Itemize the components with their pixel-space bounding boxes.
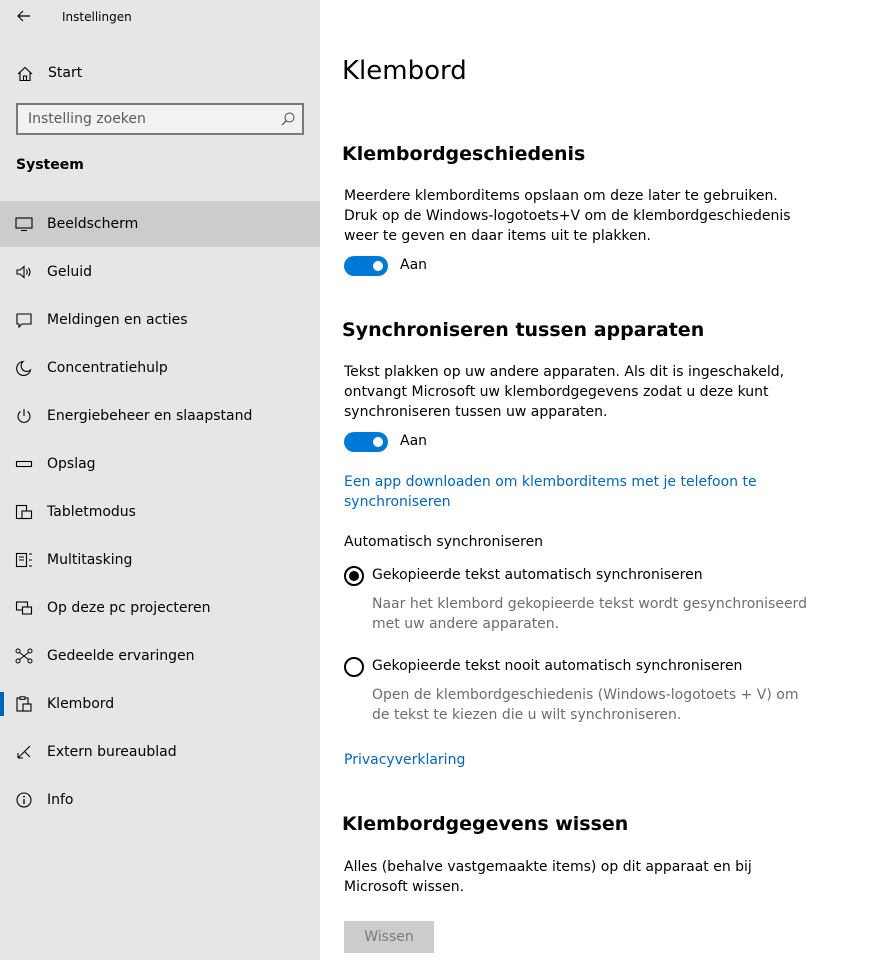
section-title-sync: Synchroniseren tussen apparaten xyxy=(342,319,705,341)
sync-description: Tekst plakken op uw andere apparaten. Als dit is ingeschakeld, ontvangt Microsoft uw klembordgegevens zodat u deze kunt synchroniseren tussen uw apparaten. xyxy=(344,364,785,420)
sidebar-item-label: Meldingen en acties xyxy=(47,312,188,328)
sidebar-item-gedeelde-ervaringen[interactable] xyxy=(0,633,320,679)
sidebar-item-energiebeheer[interactable] xyxy=(0,393,320,439)
radio-description: Open de klembordgeschiedenis (Windows-logotoets + V) om de tekst te kiezen die u wilt synchroniseren. xyxy=(372,687,799,723)
remote-desktop-icon xyxy=(15,744,33,760)
sidebar-item-label: Info xyxy=(47,792,74,808)
moon-icon xyxy=(15,360,33,376)
active-marker xyxy=(0,692,4,716)
history-description: Meerdere klemborditems opslaan om deze later te gebruiken. Druk op de Windows-logotoets+V om de klembordgeschiedenis weer te geven en daar items uit te plakken. xyxy=(344,188,791,244)
toggle-knob xyxy=(373,261,383,271)
sidebar-item-meldingen[interactable] xyxy=(0,297,320,343)
sidebar-item-beeldscherm[interactable] xyxy=(0,201,320,247)
search-icon[interactable] xyxy=(280,111,296,127)
sidebar-item-label: Concentratiehulp xyxy=(47,360,168,376)
sidebar-item-label: Beeldscherm xyxy=(47,216,139,232)
sync-toggle[interactable] xyxy=(344,432,388,452)
sidebar-item-label: Energiebeheer en slaapstand xyxy=(47,408,253,424)
radio-dot xyxy=(349,571,359,581)
sidebar-item-klembord[interactable] xyxy=(0,681,320,727)
sidebar-item-label: Extern bureaublad xyxy=(47,744,177,760)
home-label: Start xyxy=(48,65,83,81)
clear-button[interactable]: Wissen xyxy=(344,921,434,953)
main-content xyxy=(320,0,882,960)
sidebar-item-tabletmodus[interactable] xyxy=(0,489,320,535)
display-icon xyxy=(15,216,33,232)
sidebar-item-multitasking[interactable] xyxy=(0,537,320,583)
speaker-icon xyxy=(15,264,33,280)
multitasking-icon xyxy=(15,552,33,568)
sidebar-item-geluid[interactable] xyxy=(0,249,320,295)
radio-description: Naar het klembord gekopieerde tekst wordt gesynchroniseerd met uw andere apparaten. xyxy=(372,596,807,632)
sidebar-item-extern-bureaublad[interactable] xyxy=(0,729,320,775)
privacy-link[interactable]: Privacyverklaring xyxy=(344,752,466,768)
clipboard-icon xyxy=(15,696,33,712)
radio-label: Gekopieerde tekst nooit automatisch synchroniseren xyxy=(372,658,743,674)
sidebar-item-label: Geluid xyxy=(47,264,93,280)
history-toggle-state: Aan xyxy=(400,257,428,273)
title-bar xyxy=(0,0,320,34)
sidebar-item-label: Op deze pc projecteren xyxy=(47,600,211,616)
tablet-mode-icon xyxy=(15,504,33,520)
toggle-knob xyxy=(373,437,383,447)
sidebar xyxy=(0,0,320,960)
search-box[interactable] xyxy=(16,103,304,135)
notifications-icon xyxy=(15,312,33,328)
section-title-history: Klembordgeschiedenis xyxy=(342,143,586,165)
history-toggle-row xyxy=(344,256,544,276)
clear-description: Alles (behalve vastgemaakte items) op dit apparaat en bij Microsoft wissen. xyxy=(344,859,752,895)
sidebar-item-label: Tabletmodus xyxy=(47,504,136,520)
history-toggle[interactable] xyxy=(344,256,388,276)
section-title-clear: Klembordgegevens wissen xyxy=(342,813,629,835)
radio-label: Gekopieerde tekst automatisch synchroniseren xyxy=(372,567,703,583)
arrow-left-icon xyxy=(17,10,31,22)
sidebar-item-label: Gedeelde ervaringen xyxy=(47,648,195,664)
info-icon xyxy=(15,792,33,808)
page-title: Klembord xyxy=(342,56,467,86)
search-input[interactable] xyxy=(18,105,268,133)
radio-button[interactable] xyxy=(344,566,364,586)
sidebar-item-label: Multitasking xyxy=(47,552,133,568)
sidebar-item-info[interactable] xyxy=(0,777,320,823)
sidebar-home[interactable] xyxy=(0,56,320,90)
project-icon xyxy=(15,600,33,616)
storage-icon xyxy=(15,456,33,472)
shared-experiences-icon xyxy=(15,648,33,664)
sidebar-item-opslag[interactable] xyxy=(0,441,320,487)
sidebar-item-label: Opslag xyxy=(47,456,96,472)
sidebar-item-projecteren[interactable] xyxy=(0,585,320,631)
sidebar-item-concentratiehulp[interactable] xyxy=(0,345,320,391)
radio-never-sync[interactable] xyxy=(344,657,804,679)
home-icon xyxy=(16,65,34,83)
radio-button[interactable] xyxy=(344,657,364,677)
auto-sync-label: Automatisch synchroniseren xyxy=(344,534,544,550)
app-title: Instellingen xyxy=(62,10,132,24)
download-app-link[interactable]: Een app downloaden om klemborditems met je telefoon te synchroniseren xyxy=(344,474,757,510)
group-label: Systeem xyxy=(16,157,84,173)
sync-toggle-state: Aan xyxy=(400,433,428,449)
sidebar-item-label: Klembord xyxy=(47,696,115,712)
radio-auto-sync[interactable] xyxy=(344,566,804,588)
back-button[interactable] xyxy=(10,4,38,28)
power-icon xyxy=(15,408,33,424)
sync-toggle-row xyxy=(344,432,544,452)
